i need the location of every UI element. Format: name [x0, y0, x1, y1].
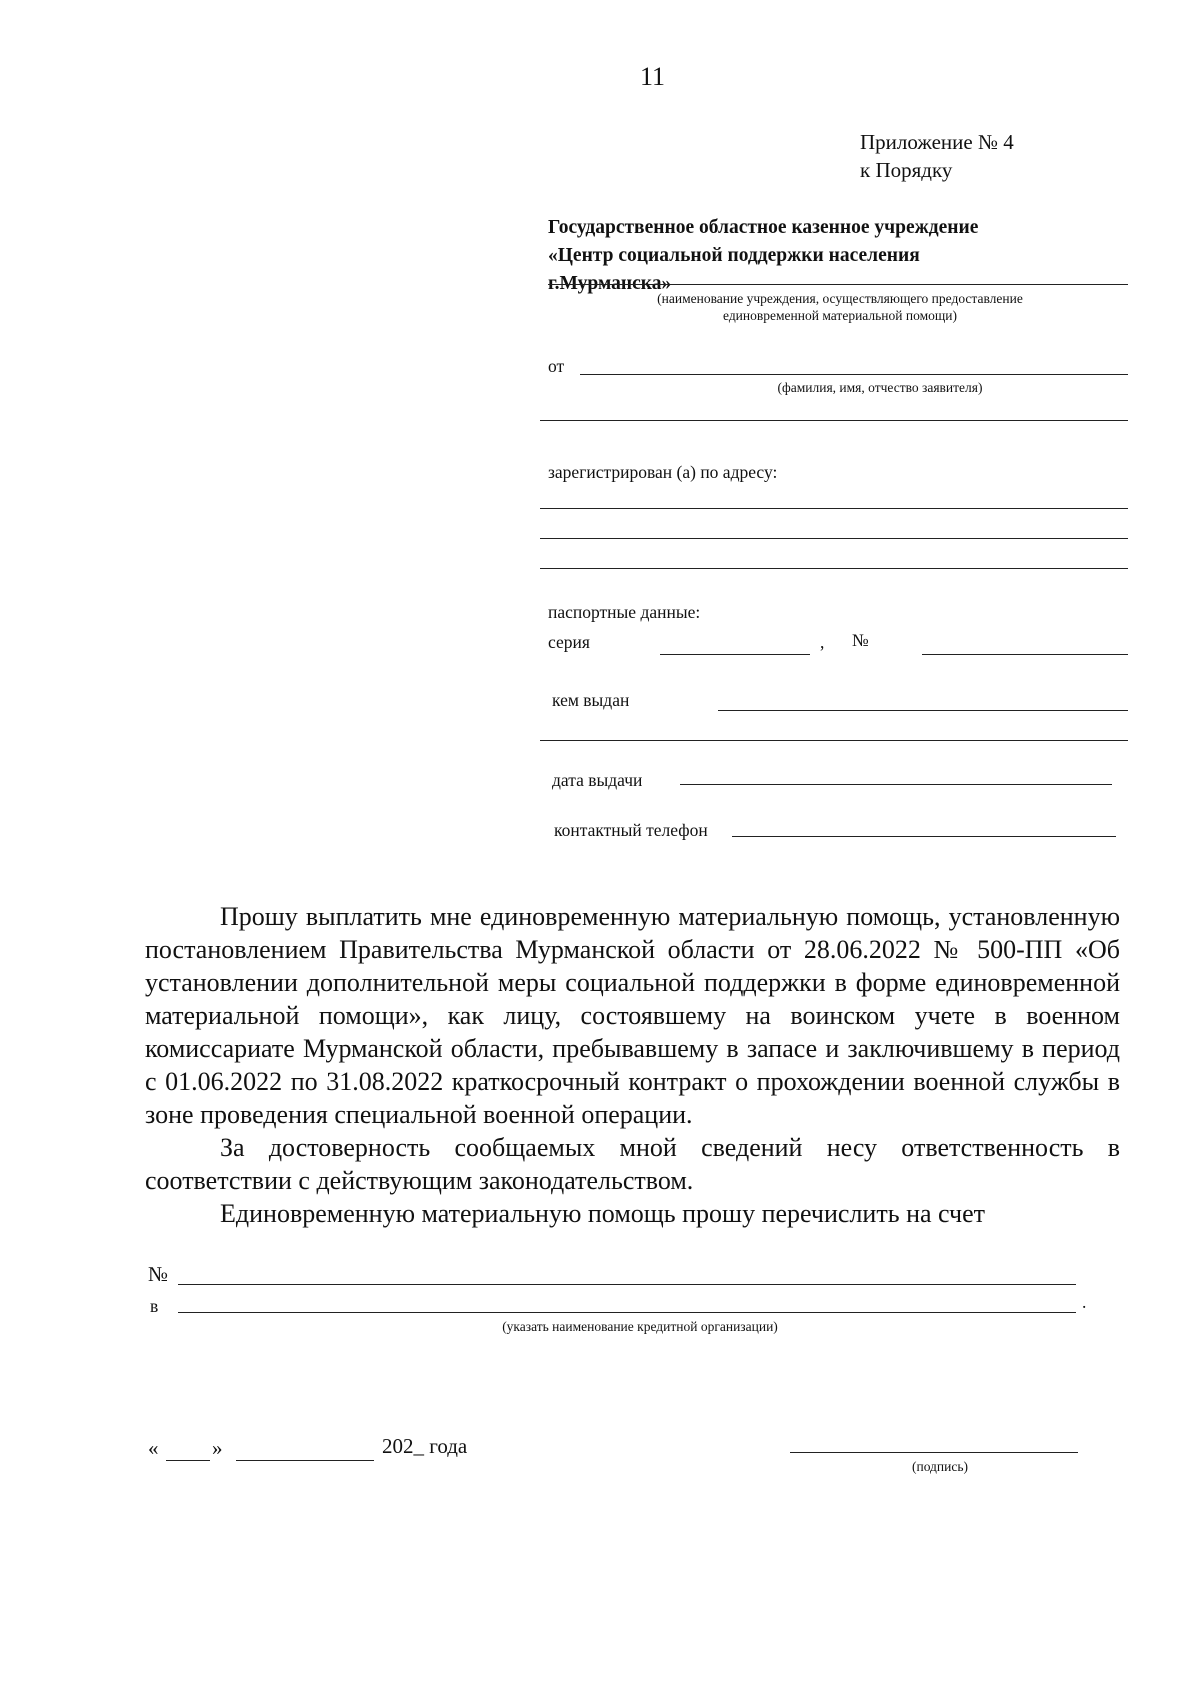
signature-input-line[interactable] — [790, 1452, 1078, 1453]
addressee-caption-line-1: (наименование учреждения, осуществляющего предоставление — [657, 291, 1023, 306]
series-input-line[interactable] — [660, 654, 810, 655]
transfer-paragraph: Единовременную материальную помощь прошу перечислить на счет — [220, 1199, 986, 1228]
passport-number-input-line[interactable] — [922, 654, 1128, 655]
passport-label: паспортные данные: — [548, 602, 701, 622]
date-quote-open: « — [148, 1436, 159, 1460]
request-paragraph: Прошу выплатить мне единовременную материальную помощь, установленную постановлением Правительства Мурманской области от 28.06.2022 № 500-ПП «Об установлении дополнительной меры социальной поддержки в форме единовременной материальной помощи», как лицу, состоявшему на воинском учете в военном комиссариате Мурманской области, пребывавшему в запасе и заключившему в период с 01.06.2022 по 31.08.2022 краткосрочный контракт о прохождении военной службы в зоне проведения специальной военной операции. — [145, 902, 1120, 1129]
signature-caption: (подпись) — [911, 1459, 969, 1474]
date-day-input-line[interactable] — [166, 1460, 210, 1461]
annex-reference — [860, 128, 1014, 184]
address-input-line-3[interactable] — [540, 568, 1128, 569]
issued-by-label: кем выдан — [552, 690, 630, 710]
from-caption: (фамилия, имя, отчество заявителя) — [777, 380, 983, 395]
from-input-line[interactable] — [580, 374, 1128, 375]
bank-period: . — [1082, 1292, 1087, 1312]
bank-input-line[interactable] — [178, 1312, 1076, 1313]
from-label: от — [548, 356, 565, 376]
account-number-label: № — [148, 1262, 169, 1286]
issue-date-label: дата выдачи — [552, 770, 643, 790]
addressee-line-1: Государственное областное казенное учреждение — [548, 217, 979, 238]
date-quote-close: » — [212, 1436, 223, 1460]
page-number: 11 — [640, 62, 666, 91]
issued-by-input-line-1[interactable] — [718, 710, 1128, 711]
date-year-text: 202_ года — [382, 1434, 468, 1458]
bank-caption: (указать наименование кредитной организации) — [502, 1319, 778, 1334]
application-body — [145, 900, 1120, 1230]
annex-subtitle: к Порядку — [860, 158, 953, 182]
addressee-line-2: «Центр социальной поддержки населения — [548, 245, 920, 266]
addressee-organization — [548, 214, 1128, 298]
passport-number-label: № — [852, 630, 869, 650]
from-input-line-2[interactable] — [540, 420, 1128, 421]
series-comma: , — [820, 632, 825, 652]
account-number-input-line[interactable] — [178, 1284, 1076, 1285]
address-input-line-2[interactable] — [540, 538, 1128, 539]
date-month-input-line[interactable] — [236, 1460, 374, 1461]
annex-title: Приложение № 4 — [860, 130, 1014, 154]
addressee-caption — [560, 290, 1120, 324]
series-label: серия — [548, 632, 590, 652]
bank-label: в — [150, 1296, 159, 1316]
phone-label: контактный телефон — [554, 820, 708, 840]
addressee-underline — [548, 284, 1128, 285]
addressee-caption-line-2: единовременной материальной помощи) — [723, 308, 957, 323]
addressee-line-3: г.Мурманска» — [548, 273, 672, 294]
issue-date-input-line[interactable] — [680, 784, 1112, 785]
responsibility-paragraph: За достоверность сообщаемых мной сведений несу ответственность в соответствии с действующим законодательством. — [145, 1133, 1120, 1195]
phone-input-line[interactable] — [732, 836, 1116, 837]
address-input-line-1[interactable] — [540, 508, 1128, 509]
issued-by-input-line-2[interactable] — [540, 740, 1128, 741]
address-label: зарегистрирован (а) по адресу: — [548, 462, 778, 482]
